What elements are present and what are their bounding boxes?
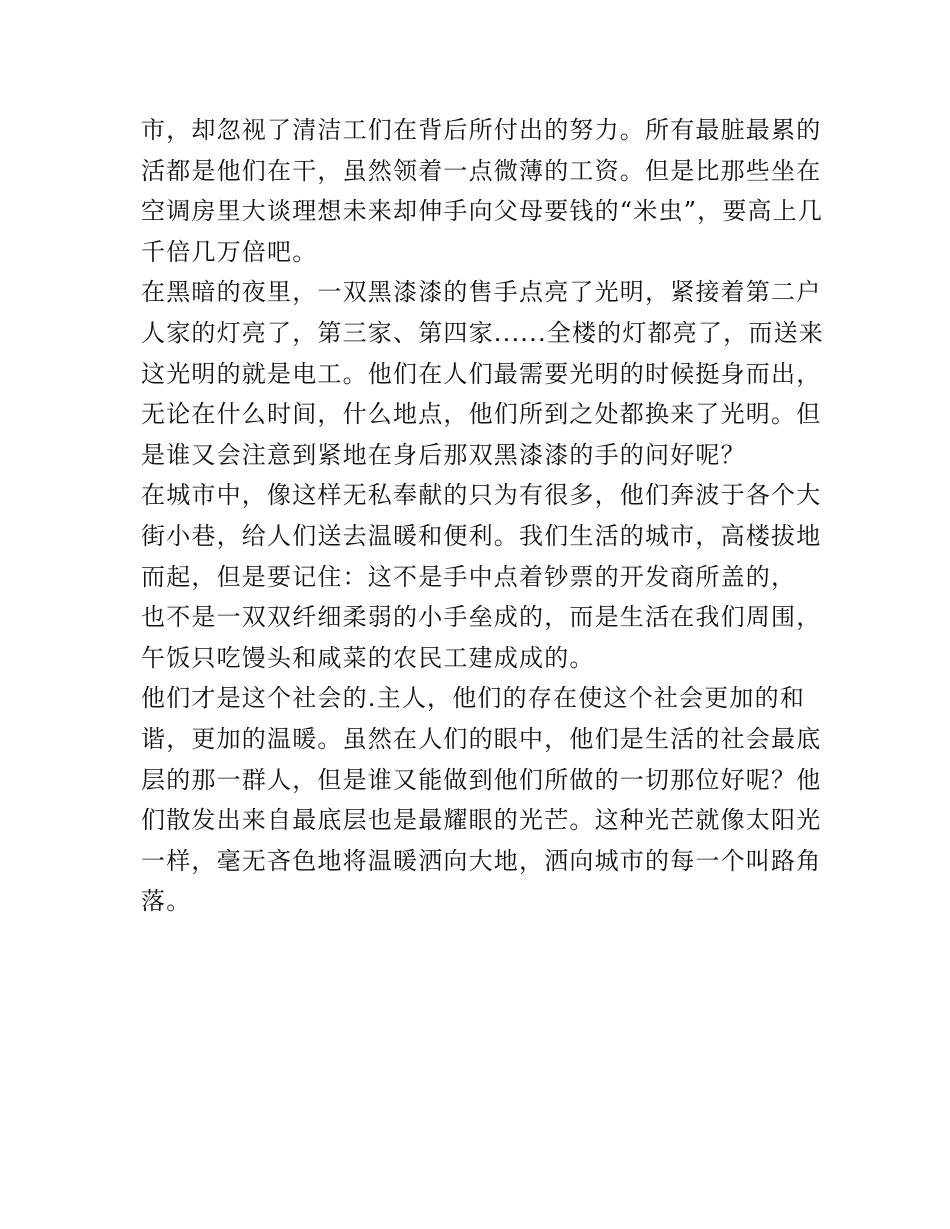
text-line: 一样，毫无吝色地将温暖洒向大地，洒向城市的每一个叫路角 (141, 846, 822, 875)
text-line: 市，却忽视了清洁工们在背后所付出的努力。所有最脏最累的 (141, 116, 822, 144)
text-line: 谐，更加的温暖。虽然在人们的眼中，他们是生活的社会最底 (141, 724, 822, 753)
text-line: 空调房里大谈理想未来却伸手向父母要钱的“米虫”，要高上几 (141, 197, 824, 226)
text-line: 而起，但是要记住：这不是手中点着钞票的开发商所盖的， (141, 562, 797, 591)
text-line: 他们才是这个社会的.主人，他们的存在使这个社会更加的和 (141, 684, 806, 713)
essay-text (141, 110, 824, 922)
text-line: 午饭只吃馒头和咸菜的农民工建成成的。 (141, 643, 595, 672)
text-line: 在黑暗的夜里，一双黑漆漆的售手点亮了光明，紧接着第二户 (141, 278, 822, 307)
text-line: 街小巷，给人们送去温暖和便利。我们生活的城市，高楼拔地 (141, 521, 822, 550)
text-line: 也不是一双双纤细柔弱的小手垒成的，而是生活在我们周围， (141, 603, 822, 632)
text-line: 无论在什么时间，什么地点，他们所到之处都换来了光明。但 (141, 400, 822, 429)
text-line: 层的那一群人，但是谁又能做到他们所做的一切那位好呢？他 (141, 765, 822, 794)
text-line: 们散发出来自最底层也是最耀眼的光芒。这种光芒就像太阳光 (141, 806, 822, 835)
text-line: 人家的灯亮了，第三家、第四家......全楼的灯都亮了，而送来 (141, 318, 824, 347)
text-line: 在城市中，像这样无私奉献的只为有很多，他们奔波于各个大 (141, 481, 822, 510)
text-line: 这光明的就是电工。他们在人们最需要光明的时候挺身而出， (141, 359, 822, 388)
text-line: 落。 (141, 887, 192, 916)
text-line: 是谁又会注意到紧地在身后那双黑漆漆的手的问好呢？ (141, 440, 746, 469)
text-line: 活都是他们在干，虽然领着一点微薄的工资。但是比那些坐在 (141, 156, 822, 185)
text-line: 千倍几万倍吧。 (141, 237, 318, 266)
